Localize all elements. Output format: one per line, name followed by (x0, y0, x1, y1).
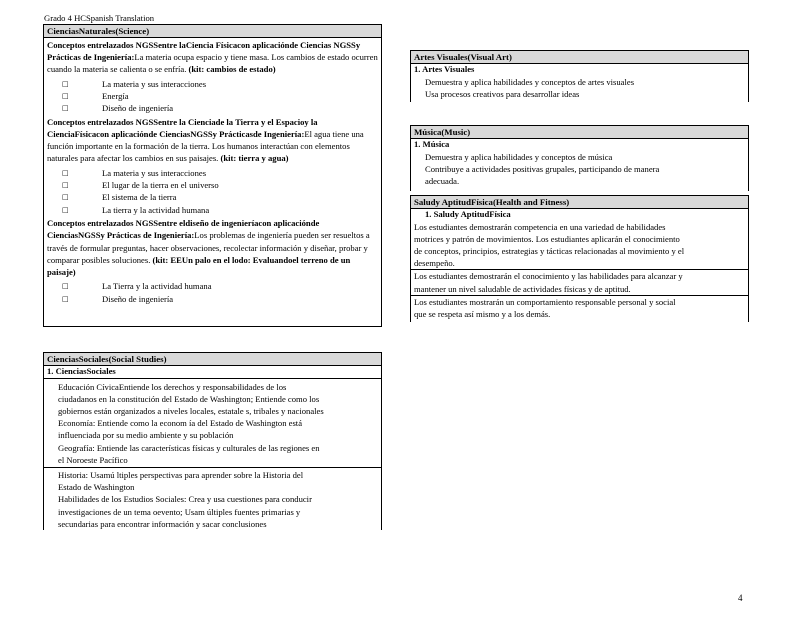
text-line: secundarias para encontrar información y sacar conclusiones (58, 518, 267, 529)
music-header: Música(Music) (411, 126, 748, 139)
science-concept-1-title: Conceptos entrelazados NGSSentre laCiencia Físicacon aplicaciónde Ciencias NGSSy Prácticas de Ingeniería: (47, 40, 361, 63)
list-item: □ El sistema de la tierra (62, 192, 177, 203)
science-list-2 (44, 167, 381, 217)
health-block-1 (411, 221, 748, 270)
bullet-icon: □ (62, 282, 69, 291)
social-block-2 (44, 467, 381, 530)
science-concept-2-text: El agua tiene una función importante en la formación de la tierra. Los humanos interactúan con elementos naturales para afectar los cambios en sus paisajes. (47, 129, 364, 164)
science-kit-2: (kit: tierra y agua) (220, 153, 289, 164)
science-block-1 (44, 39, 381, 76)
list-item: □ La Tierra y la actividad humana (62, 281, 212, 292)
social-header: CienciasSociales(Social Studies) (44, 353, 381, 366)
text-line: gobiernos están organizados a niveles locales, estatale s, tribales y nacionales (58, 405, 324, 416)
science-concept-3-title: Conceptos entrelazados NGSSentre eldiseño de ingenieríacon aplicaciónde CienciasNGSSy Prácticas de Ingeniería: (47, 218, 320, 241)
text-line: Demuestra y aplica habilidades y conceptos de artes visuales (425, 76, 635, 87)
text-line: Estado de Washington (58, 482, 135, 493)
art-block (411, 76, 748, 100)
bullet-icon: □ (62, 168, 69, 177)
text-line: Geografía: Entiende las características físicas y culturales de las regiones en (58, 442, 320, 453)
text-line: que se respeta así mismo y a los demás. (414, 308, 551, 319)
list-item: □ Diseño de ingeniería (62, 293, 174, 304)
social-subheading: 1. CienciasSociales (44, 366, 381, 379)
text-line: investigaciones de un tema oevento; Usam últiples fuentes primarias y (58, 506, 301, 517)
bullet-icon: □ (62, 193, 69, 202)
social-studies-section (43, 352, 382, 530)
text-line: de conceptos, principios, estrategias y tácticas relacionadas al movimiento y el (414, 245, 685, 256)
bullet-icon: □ (62, 79, 69, 88)
text-line: Usa procesos creativos para desarrollar ideas (425, 88, 580, 99)
list-item: □ Diseño de ingeniería (62, 103, 174, 114)
science-kit-3: (kit: EEUn palo en el lodo: Evaluandoel terreno de un paisaje) (47, 254, 351, 278)
text-line: Contribuye a actividades positivas grupales, participando de manera (425, 163, 660, 174)
visual-art-section (410, 50, 749, 102)
bullet-icon: □ (62, 294, 69, 303)
health-subheading: 1. Saludy AptitudFísica (425, 209, 511, 219)
text-line: Economía: Entiende como la econom ía del Estado de Washington está (58, 418, 303, 429)
text-line: mantener un nivel saludable de actividades físicas y de aptitud. (414, 283, 631, 294)
health-fitness-section (410, 195, 749, 322)
text-line: Historia: Usamú ltiples perspectivas para aprender sobre la Historia del (58, 469, 304, 480)
text-line: Habilidades de los Estudios Sociales: Crea y usa cuestiones para conducir (58, 494, 312, 505)
science-block-3 (44, 217, 381, 278)
list-item: □ La materia y sus interacciones (62, 78, 207, 89)
art-header: Artes Visuales(Visual Art) (411, 51, 748, 64)
music-section (410, 125, 749, 191)
science-kit-1: (kit: cambios de estado) (188, 64, 276, 75)
text-line: Educación CívicaEntiende los derechos y responsabilidades de los (58, 381, 287, 392)
page-number: 4 (738, 593, 743, 603)
text-line: adecuada. (425, 175, 460, 186)
text-line: Los estudiantes demostrarán competencia en una variedad de habilidades (414, 221, 666, 232)
bullet-icon: □ (62, 92, 69, 101)
science-list-1 (44, 78, 381, 115)
text-line: Los estudiantes demostrarán el conocimiento y las habilidades para alcanzar y (414, 271, 683, 282)
social-block-1 (44, 379, 381, 466)
science-concept-2-title: Conceptos entrelazados NGSSentre la Cienciade la Tierra y el Espacioy la CienciaFísicacon aplicaciónde CienciasNGSSy Prácticasde Ingeniería: (47, 116, 318, 140)
text-line: ciudadanos en la constitución del Estado de Washington; Entiende como los (58, 393, 320, 404)
art-subheading: 1. Artes Visuales (414, 64, 475, 74)
music-subheading: 1. Música (414, 139, 450, 149)
document-title: Grado 4 HCSpanish Translation (44, 13, 155, 23)
science-concept-3-text: Los problemas de ingeniería pueden ser resueltos a través de formular preguntas, hacer observaciones, recolectar información y diseñar, probar y comparar posibles soluciones. (47, 230, 370, 265)
bullet-icon: □ (62, 104, 69, 113)
health-header: Saludy AptitudFísica(Health and Fitness) (411, 196, 748, 209)
music-block (411, 151, 748, 188)
science-header: CienciasNaturales(Science) (44, 25, 381, 38)
text-line: el Noroeste Pacífico (58, 454, 128, 465)
text-line: motrices y patrón de movimientos. Los estudiantes aplicarán el conocimiento (414, 233, 680, 244)
text-line: desempeño. (414, 258, 455, 269)
science-concept-1-text: La materia ocupa espacio y tiene masa. Los cambios de estado ocurren cuando la materia se calienta o se enfría. (47, 52, 378, 75)
science-section (43, 24, 382, 327)
list-item: □ Energía (62, 91, 129, 102)
text-line: influenciada por su medio ambiente y su población (58, 430, 234, 441)
bullet-icon: □ (62, 205, 69, 214)
list-item: □ La tierra y la actividad humana (62, 204, 210, 215)
science-block-2 (44, 116, 381, 165)
health-block-3 (411, 295, 748, 320)
text-line: Demuestra y aplica habilidades y conceptos de música (425, 151, 613, 162)
science-list-3 (44, 280, 381, 305)
list-item: □ El lugar de la tierra en el universo (62, 180, 219, 191)
health-block-2 (411, 269, 748, 294)
list-item: □ La materia y sus interacciones (62, 167, 207, 178)
bullet-icon: □ (62, 181, 69, 190)
text-line: Los estudiantes mostrarán un comportamiento responsable personal y social (414, 296, 676, 307)
